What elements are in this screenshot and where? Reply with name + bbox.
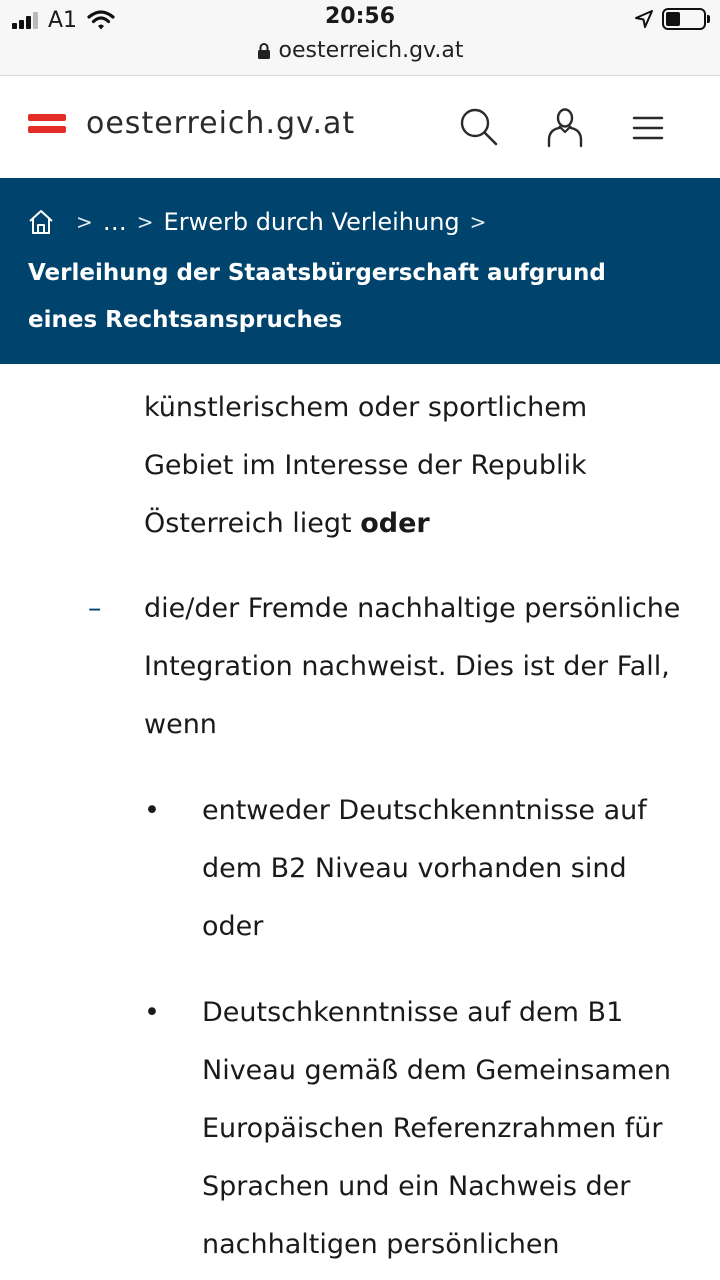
bullet-marker: •	[144, 795, 160, 826]
bullet-text: entweder Deutschkenntnisse auf dem B2 Niveau vorhanden sind oder	[202, 795, 647, 942]
bullet-text: Deutschkenntnisse auf dem B1 Niveau gemäß dem Gemeinsamen Europäischen Referenzrahmen für Sprachen und ein Nachweis der nachhaltigen persönlichen	[202, 997, 672, 1260]
carrier-name: A1	[48, 7, 78, 33]
address-url: oesterreich.gv.at	[278, 38, 464, 63]
status-right	[634, 8, 706, 30]
breadcrumb	[0, 178, 720, 364]
breadcrumb-trail	[28, 208, 496, 236]
bullet-marker: •	[144, 997, 160, 1028]
address-bar[interactable]	[0, 38, 720, 63]
bold-conjunction: oder	[360, 508, 430, 539]
chevron-right-icon: >	[76, 210, 93, 234]
search-icon[interactable]	[458, 106, 500, 148]
chevron-right-icon: >	[469, 210, 487, 234]
user-icon[interactable]	[544, 106, 586, 148]
location-arrow-icon	[634, 9, 654, 29]
lock-icon	[257, 42, 271, 60]
dash-marker: –	[88, 593, 102, 624]
breadcrumb-current: Verleihung der Staatsbürgerschaft aufgrund eines Rechtsanspruches	[28, 260, 606, 333]
breadcrumb-parent-link[interactable]: Erwerb durch Verleihung	[163, 208, 460, 236]
list-item-text: künstlerischem oder sportlichem Gebiet im Interesse der Republik Österreich liegt oder	[144, 392, 588, 539]
status-bar	[0, 0, 720, 76]
breadcrumb-ellipsis[interactable]: …	[102, 208, 127, 236]
article-content	[0, 364, 720, 1280]
menu-icon[interactable]	[628, 106, 670, 148]
list-item-text: die/der Fremde nachhaltige persönliche Integration nachweist. Dies ist der Fall, wenn	[144, 593, 681, 740]
battery-icon	[662, 8, 706, 30]
site-header	[0, 76, 720, 178]
austria-flag-logo[interactable]	[28, 114, 66, 138]
status-time: 20:56	[324, 4, 396, 29]
home-icon[interactable]	[28, 209, 54, 235]
site-logo-text[interactable]: oesterreich.gv.at	[86, 106, 356, 141]
chevron-right-icon: >	[136, 210, 154, 234]
